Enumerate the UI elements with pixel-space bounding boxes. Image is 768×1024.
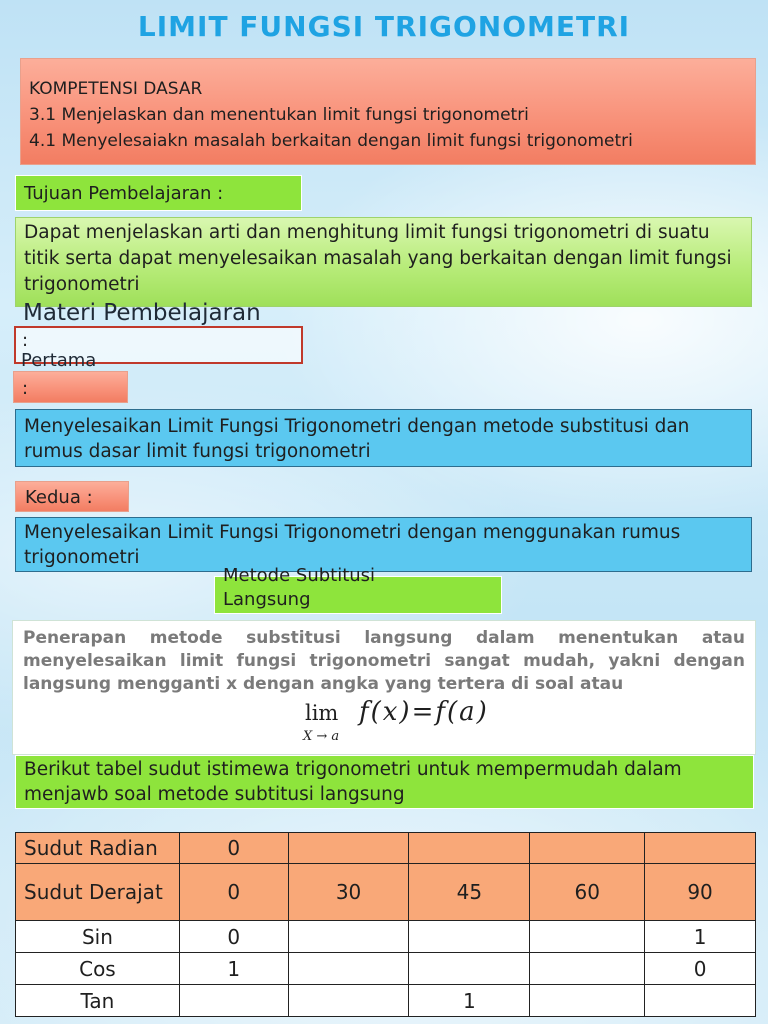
kedua-label: Kedua : — [25, 487, 93, 508]
pertama-label-box — [13, 371, 128, 403]
table-cell: 60 — [530, 864, 645, 921]
table-cell — [288, 953, 409, 985]
table-cell: 0 — [179, 833, 288, 864]
kedua-label-box — [15, 481, 129, 512]
limit-expression: f(x)=f(a) — [359, 697, 489, 727]
table-cell — [530, 953, 645, 985]
table-cell: 90 — [645, 864, 756, 921]
table-cell: 45 — [409, 864, 530, 921]
table-row-derajat — [16, 864, 756, 921]
table-cell: 0 — [179, 864, 288, 921]
materi-heading: Materi Pembelajaran — [23, 300, 261, 326]
table-cell: 0 — [645, 953, 756, 985]
kompetensi-item-4-1: 4.1 Menyelesaiakn masalah berkaitan dengan limit fungsi trigonometri — [29, 131, 633, 151]
tujuan-label: Tujuan Pembelajaran : — [24, 183, 224, 204]
tujuan-label-box — [15, 175, 302, 211]
limit-subscript: X → a — [303, 729, 340, 744]
table-cell: 30 — [288, 864, 409, 921]
kedua-text: Menyelesaikan Limit Fungsi Trigonometri dengan menggunakan rumus trigonometri — [24, 522, 681, 568]
tabel-intro-box — [15, 755, 754, 809]
table-cell — [645, 985, 756, 1017]
tujuan-text: Dapat menjelaskan arti dan menghitung limit fungsi trigonometri di suatu titik serta dapat menyelesaikan masalah yang berkaitan dengan limit fungsi trigonometri — [24, 222, 732, 295]
kompetensi-dasar-box — [20, 58, 756, 165]
metode-label-top: Metode Subtitusi — [223, 565, 376, 586]
sudut-istimewa-table — [15, 832, 756, 1017]
metode-label-bottom: Langsung — [223, 589, 311, 610]
limit-formula — [303, 695, 533, 749]
table-cell — [288, 985, 409, 1017]
page-title: LIMIT FUNGSI TRIGONOMETRI — [137, 10, 631, 43]
table-cell: 1 — [179, 953, 288, 985]
table-cell: Cos — [16, 953, 180, 985]
table-cell — [288, 921, 409, 953]
table-cell — [530, 985, 645, 1017]
table-row-sin — [16, 921, 756, 953]
limit-lim: lim — [305, 701, 339, 725]
table-cell: Tan — [16, 985, 180, 1017]
tujuan-text-box — [15, 217, 752, 307]
table-cell — [530, 833, 645, 864]
table-cell: 1 — [409, 985, 530, 1017]
kedua-text-box — [15, 517, 752, 572]
table-row-tan — [16, 985, 756, 1017]
table-cell: 1 — [645, 921, 756, 953]
pertama-text: Menyelesaikan Limit Fungsi Trigonometri dengan metode substitusi dan rumus dasar limit fungsi trigonometri — [24, 416, 690, 462]
pertama-label: Pertama — [21, 350, 97, 371]
table-cell — [179, 985, 288, 1017]
table-cell — [409, 921, 530, 953]
table-cell: 0 — [179, 921, 288, 953]
metode-paragraph: Penerapan metode substitusi langsung dalam menentukan atau menyelesaikan limit fungsi trigonometri sangat mudah, yakni dengan langsung mengganti x dengan angka yang tertera di soal atau — [23, 628, 745, 694]
metode-label-box — [214, 565, 502, 614]
table-cell — [409, 833, 530, 864]
table-cell: Sin — [16, 921, 180, 953]
table-cell — [288, 833, 409, 864]
metode-paragraph-box — [12, 620, 756, 755]
table-row-radian — [16, 833, 756, 864]
table-cell — [530, 921, 645, 953]
materi-colon: : — [22, 330, 29, 351]
table-cell: Sudut Derajat — [16, 864, 180, 921]
pertama-text-box — [15, 409, 752, 467]
kompetensi-heading: KOMPETENSI DASAR — [29, 79, 203, 99]
tabel-intro-text: Berikut tabel sudut istimewa trigonometri untuk mempermudah dalam menjawb soal metode subtitusi langsung — [24, 759, 682, 805]
table-cell: Sudut Radian — [16, 833, 180, 864]
table-row-cos — [16, 953, 756, 985]
pertama-colon: : — [22, 378, 29, 399]
table-cell — [409, 953, 530, 985]
table-cell — [645, 833, 756, 864]
kompetensi-item-3-1: 3.1 Menjelaskan dan menentukan limit fungsi trigonometri — [29, 105, 529, 125]
